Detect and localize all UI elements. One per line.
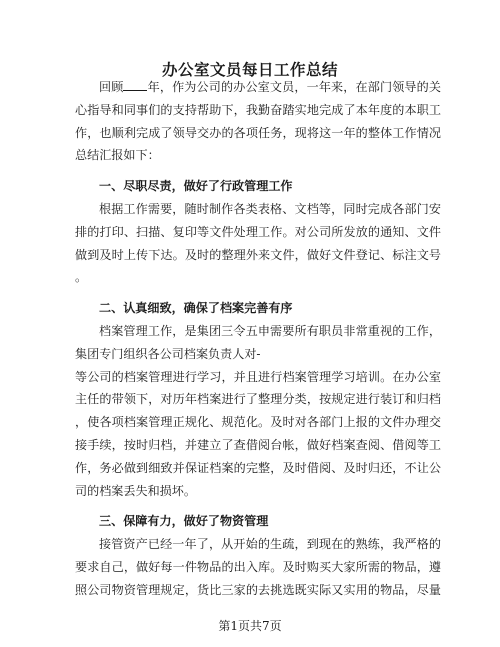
section-2-line: 主任的带领下，对历年档案进行了整理分类，按规定进行装订和归档 (75, 392, 441, 407)
section-1-line: 。 (75, 270, 88, 285)
intro-line-3: 作，也顺利完成了领导交办的各项任务，现将这一年的整体工作情况 (75, 125, 441, 140)
section-3-line: 照公司物资管理规定，货比三家的去挑选既实际又实用的物品，尽量 (75, 582, 441, 597)
section-2-line: 等公司的档案管理进行学习，并且进行档案管理学习培训。在办公室 (75, 369, 441, 384)
intro-line-4: 总结汇报如下： (75, 148, 160, 163)
section-2-line: ，使各项档案管理正规化、规范化。及时对各部门上报的文件办理交 (75, 415, 441, 430)
page-number-footer: 第1页共7页 (218, 619, 282, 633)
section-3-line: 接管资产已经一年了，从开始的生疏，到现在的熟练，我严格的 (99, 537, 441, 552)
page-title: 办公室文员每日工作总结 (161, 61, 338, 79)
intro-lead: 回顾 (99, 80, 124, 94)
section-1-line: 做到及时上传下达。及时的整理外来文件，做好文件登记、标注文号 (75, 247, 441, 262)
section-2-heading: 二、认真细致，确保了档案完善有序 (99, 301, 293, 316)
intro-rest: 年，作为公司的办公室文员，一年来，在部门领导的关 (147, 80, 441, 94)
section-2-line: 司的档案丢失和损坏。 (75, 483, 196, 498)
section-2-line: 接手续，按时归档，并建立了查借阅台帐，做好档案查阅、借阅等工 (75, 437, 441, 452)
section-1-line: 根据工作需要，随时制作各类表格、文档等，同时完成各部门安 (99, 201, 441, 216)
year-blank (123, 77, 147, 91)
section-2-line: 作，务必做到细致并保证档案的完整，及时借阅、及时归还，不让公 (75, 460, 441, 475)
section-1-line: 排的打印、扫描、复印等文件处理工作。对公司所发放的通知、文件 (75, 224, 441, 239)
document-body (75, 76, 441, 602)
intro-line-1 (75, 76, 441, 99)
section-1-heading: 一、尽职尽责，做好了行政管理工作 (99, 179, 293, 194)
section-3-heading: 三、保障有力，做好了物资管理 (99, 514, 269, 529)
section-2-line: 档案管理工作，是集团三令五申需要所有职员非常重视的工作， (99, 323, 441, 338)
intro-line-2: 心指导和同事们的支持帮助下，我勤奋踏实地完成了本年度的本职工 (75, 102, 441, 117)
section-3-line: 要求自己，做好每一件物品的出入库。及时购买大家所需的物品，遵 (75, 559, 441, 574)
section-2-line: 集团专门组织各公司档案负责人对- (75, 346, 261, 361)
